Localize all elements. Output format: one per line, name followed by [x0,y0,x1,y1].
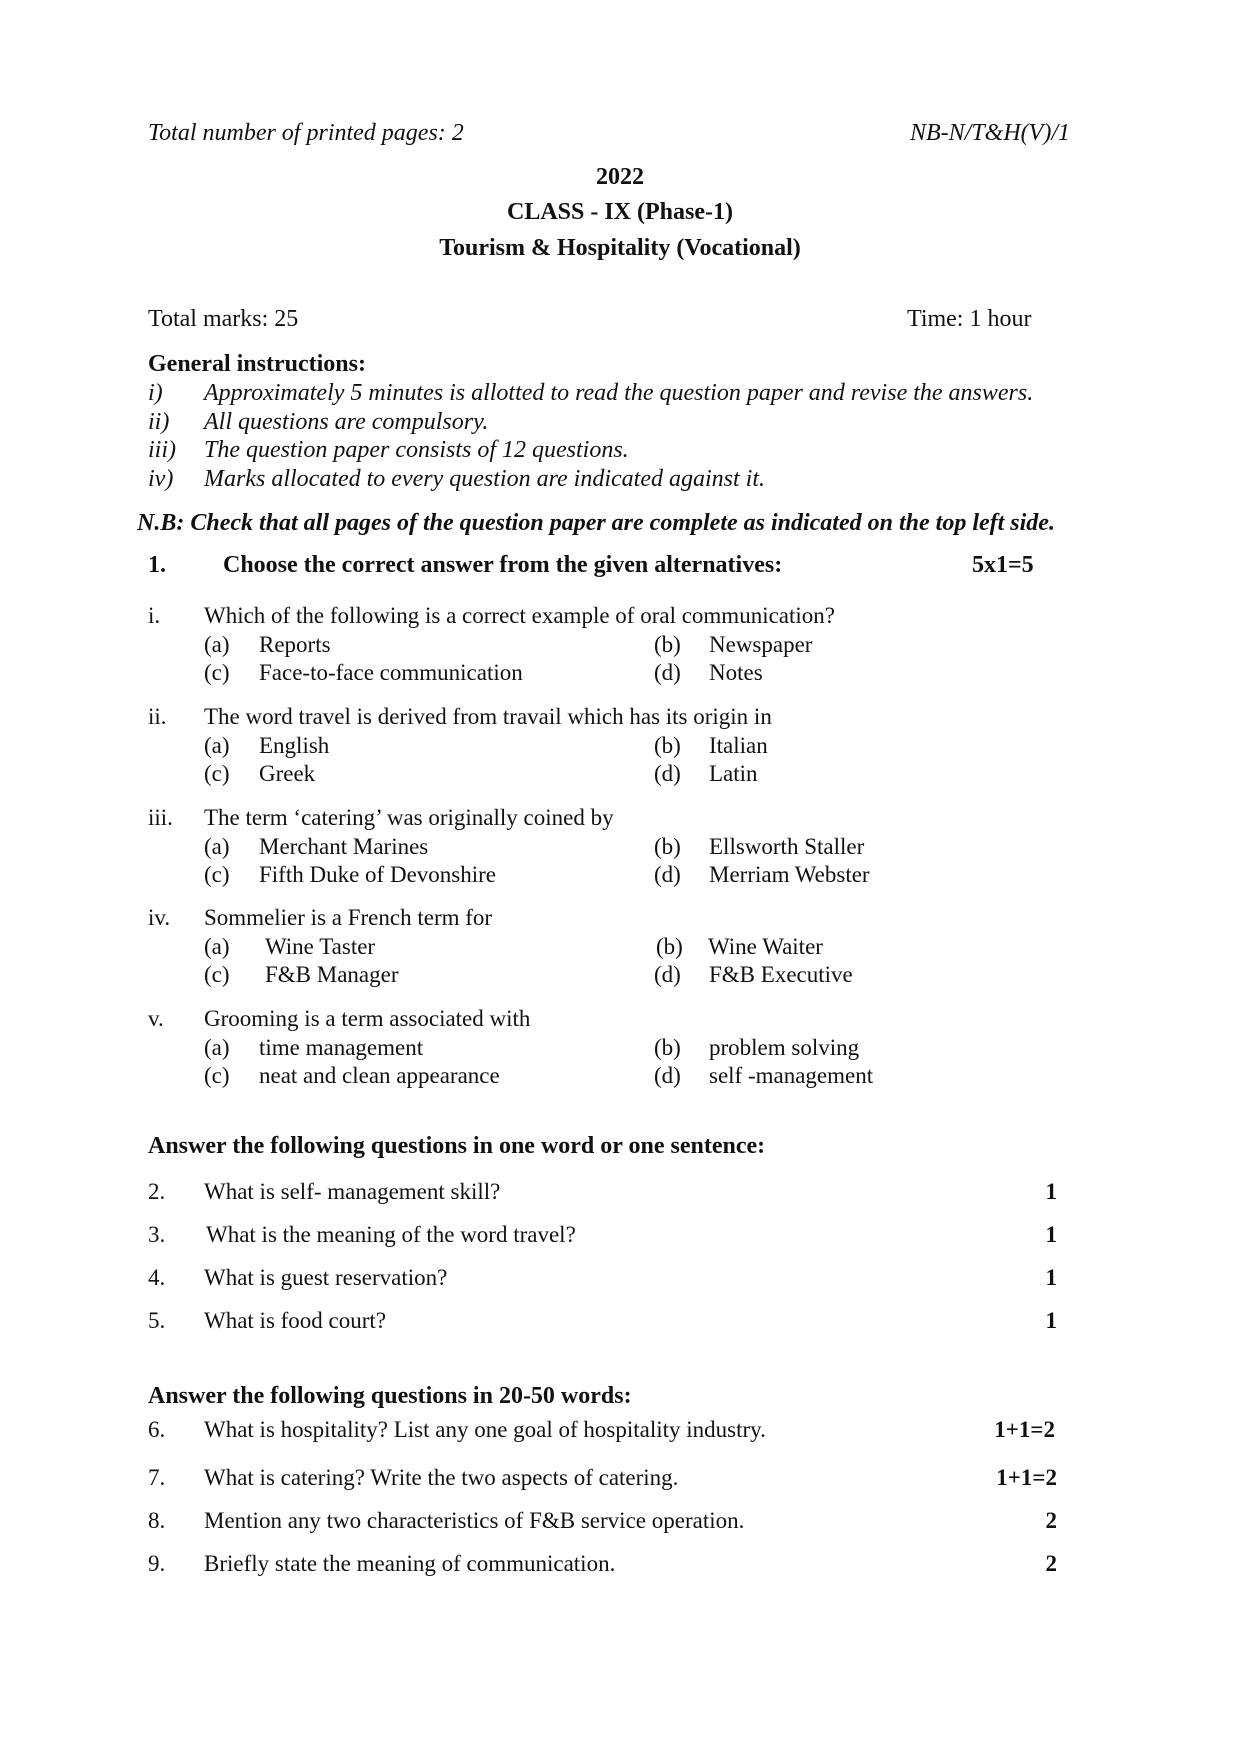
instruction-num: ii) [148,409,170,435]
option-text: problem solving [709,1035,860,1060]
mcq-text: Which of the following is a correct example of oral communication? [204,603,835,628]
question-marks: 1 [1045,1265,1057,1290]
question-text: What is the meaning of the word travel? [206,1222,576,1247]
option-label: (c) [204,862,230,887]
option-label: (c) [204,1063,230,1088]
question-marks: 1+1=2 [994,1417,1055,1442]
option-text: self -management [709,1063,874,1088]
question-number: 1. [148,552,166,578]
option-text: Italian [709,733,768,758]
option-label: (a) [204,733,230,758]
option-label: (d) [654,1063,681,1088]
option-label: (a) [204,834,230,859]
question-number: 7. [148,1465,166,1490]
question-number: 2. [148,1179,166,1204]
option-label: (b) [656,934,683,959]
option-text: Wine Taster [265,934,376,959]
question-marks: 1 [1045,1179,1057,1204]
question-number: 6. [148,1417,166,1442]
question-text: What is guest reservation? [204,1265,448,1290]
instruction-text: Marks allocated to every question are indicated against it. [204,466,765,492]
option-label: (b) [654,632,681,657]
mcq-number: v. [148,1006,164,1031]
option-text: Merchant Marines [259,834,429,859]
section-title: Answer the following questions in 20-50 words: [148,1383,632,1409]
option-text: Wine Waiter [708,934,823,959]
section-marks: 5x1=5 [972,552,1034,578]
question-number: 8. [148,1508,166,1533]
option-text: F&B Manager [265,962,399,987]
question-marks: 2 [1045,1551,1057,1576]
option-text: Merriam Webster [709,862,870,887]
option-text: Latin [709,761,758,786]
option-text: English [259,733,330,758]
option-text: Fifth Duke of Devonshire [259,862,496,887]
option-label: (b) [654,834,681,859]
subject-title: Tourism & Hospitality (Vocational) [439,235,801,261]
instruction-text: All questions are compulsory. [204,409,489,435]
option-label: (c) [204,962,230,987]
question-text: What is catering? Write the two aspects of catering. [204,1465,679,1490]
option-label: (b) [654,1035,681,1060]
instruction-num: iv) [148,466,174,492]
option-label: (c) [204,660,230,685]
question-number: 5. [148,1308,166,1333]
mcq-number: iv. [148,905,171,930]
option-label: (a) [204,632,230,657]
instruction-num: iii) [148,437,176,463]
instruction-num: i) [148,380,163,406]
option-text: Newspaper [709,632,813,657]
instruction-text: The question paper consists of 12 questions. [204,437,629,463]
question-number: 3. [148,1222,166,1247]
option-text: Notes [709,660,763,685]
class-line: CLASS - IX (Phase-1) [506,199,733,225]
option-text: Greek [259,761,316,786]
question-number: 4. [148,1265,166,1290]
option-text: Ellsworth Staller [709,834,865,859]
instruction-text: Approximately 5 minutes is allotted to read the question paper and revise the answers. [204,380,1034,406]
mcq-text: The term ‘catering’ was originally coined by [204,805,614,830]
option-label: (a) [204,934,230,959]
exam-year: 2022 [596,164,644,190]
question-text: What is hospitality? List any one goal of hospitality industry. [204,1417,766,1442]
option-text: Reports [259,632,331,657]
section-title: Choose the correct answer from the given alternatives: [223,552,783,578]
section-title: Answer the following questions in one word or one sentence: [148,1133,766,1159]
total-marks: Total marks: 25 [148,306,299,332]
option-label: (d) [654,660,681,685]
question-marks: 1 [1045,1222,1057,1247]
question-text: What is self- management skill? [204,1179,501,1204]
mcq-text: The word travel is derived from travail which has its origin in [204,704,772,729]
question-number: 9. [148,1551,166,1576]
paper-code: NB-N/T&H(V)/1 [910,120,1070,146]
question-text: Mention any two characteristics of F&B service operation. [204,1508,745,1533]
option-text: F&B Executive [709,962,853,987]
option-label: (d) [654,962,681,987]
option-label: (b) [654,733,681,758]
option-label: (d) [654,761,681,786]
option-text: neat and clean appearance [259,1063,500,1088]
option-label: (c) [204,761,230,786]
exam-time: Time: 1 hour [907,306,1032,332]
option-label: (d) [654,862,681,887]
mcq-text: Sommelier is a French term for [204,905,493,930]
option-label: (a) [204,1035,230,1060]
option-text: Face-to-face communication [259,660,523,685]
mcq-number: ii. [148,704,167,729]
question-marks: 1 [1045,1308,1057,1333]
mcq-number: i. [148,603,161,628]
question-text: Briefly state the meaning of communication. [204,1551,616,1576]
instructions-title: General instructions: [148,351,366,377]
question-marks: 2 [1045,1508,1057,1533]
option-text: time management [259,1035,424,1060]
printed-pages-note: Total number of printed pages: 2 [148,120,464,146]
question-text: What is food court? [204,1308,387,1333]
mcq-text: Grooming is a term associated with [204,1006,531,1031]
nb-note: N.B: Check that all pages of the question paper are complete as indicated on the top left side. [137,510,1055,536]
mcq-number: iii. [148,805,173,830]
question-marks: 1+1=2 [996,1465,1057,1490]
